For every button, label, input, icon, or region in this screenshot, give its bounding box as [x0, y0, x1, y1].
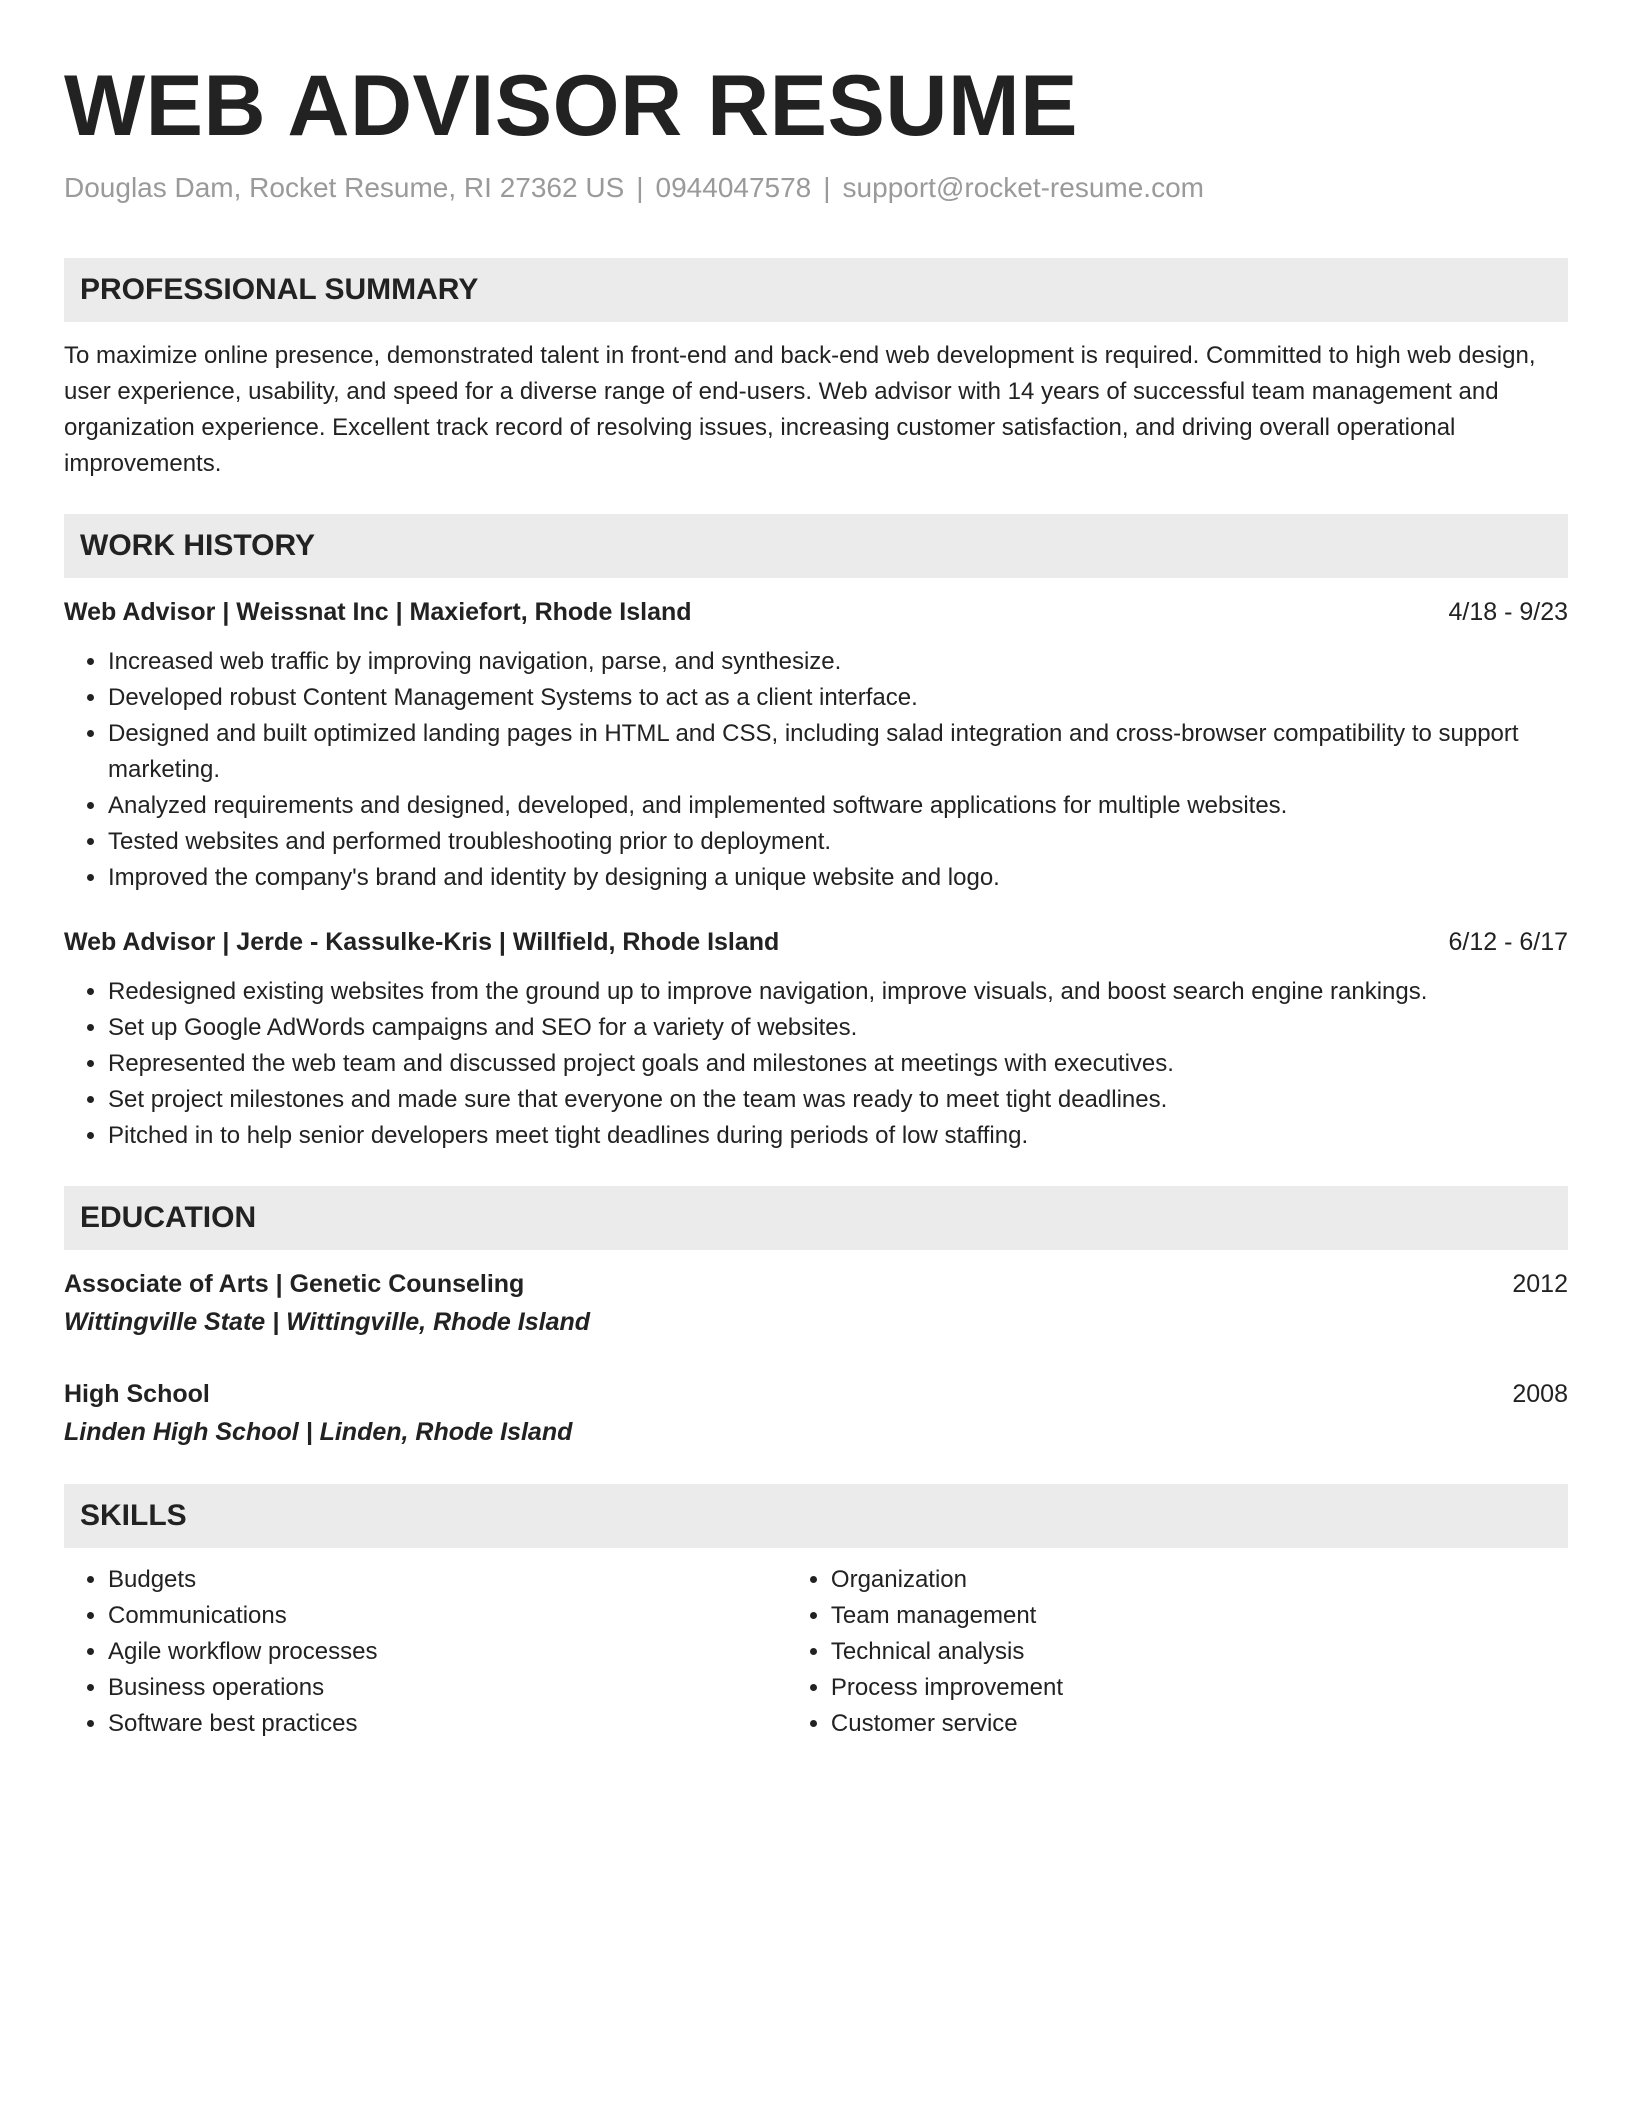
skill-item: • Customer service	[831, 1706, 1568, 1742]
skill-item: • Budgets	[108, 1562, 787, 1598]
skills-list	[64, 1562, 1568, 1742]
contact-address: Douglas Dam, Rocket Resume, RI 27362 US	[64, 172, 625, 203]
skills-column-left	[64, 1562, 787, 1742]
job-bullet: • Represented the web team and discussed project goals and milestones at meetings with executives.	[108, 1046, 1568, 1082]
contact-email: support@rocket-resume.com	[842, 172, 1204, 203]
job-bullet: • Set project milestones and made sure that everyone on the team was ready to meet tight deadlines.	[108, 1082, 1568, 1118]
summary-text: To maximize online presence, demonstrated talent in front-end and back-end web development is required. Committed to high web design, user experience, usability, and speed for a diverse range of end-users. Web advisor with 14 years of successful team management and organization experience. Excellent track record of resolving issues, increasing customer satisfaction, and driving overall operational improvements.	[64, 342, 1536, 477]
job-bullet: • Pitched in to help senior developers meet tight deadlines during periods of low staffing.	[108, 1118, 1568, 1154]
skill-item: • Process improvement	[831, 1670, 1568, 1706]
job-header	[64, 594, 1568, 630]
job-bullet: • Improved the company's brand and identity by designing a unique website and logo.	[108, 860, 1568, 896]
skill-item: • Technical analysis	[831, 1634, 1568, 1670]
resume-page	[64, 0, 1568, 1742]
job-dates: 4/18 - 9/23	[1448, 598, 1568, 626]
section-header-skills: SKILLS	[64, 1484, 1568, 1548]
contact-separator: |	[636, 172, 644, 203]
job-bullet: • Redesigned existing websites from the ground up to improve navigation, improve visuals, and boost search engine rankings.	[108, 974, 1568, 1010]
job-bullet: • Increased web traffic by improving navigation, parse, and synthesize.	[108, 644, 1568, 680]
section-header-work-history: WORK HISTORY	[64, 514, 1568, 578]
skill-item: • Organization	[831, 1562, 1568, 1598]
job-bullet: • Designed and built optimized landing pages in HTML and CSS, including salad integration and cross-browser compatibility to support marketing.	[108, 716, 1568, 788]
education-entry	[64, 1376, 1568, 1450]
education-year: 2008	[1512, 1380, 1568, 1408]
job-bullet: • Analyzed requirements and designed, developed, and implemented software applications for multiple websites.	[108, 788, 1568, 824]
section-header-education: EDUCATION	[64, 1186, 1568, 1250]
skill-item: • Business operations	[108, 1670, 787, 1706]
job-bullet: • Set up Google AdWords campaigns and SEO for a variety of websites.	[108, 1010, 1568, 1046]
education-header	[64, 1376, 1568, 1412]
job-entry	[64, 924, 1568, 1154]
job-bullet: • Developed robust Content Management Systems to act as a client interface.	[108, 680, 1568, 716]
skill-item: • Team management	[831, 1598, 1568, 1634]
skills-column-right	[787, 1562, 1568, 1742]
job-dates: 6/12 - 6/17	[1448, 928, 1568, 956]
education-degree: High School	[64, 1380, 210, 1408]
skill-item: • Agile workflow processes	[108, 1634, 787, 1670]
education-year: 2012	[1512, 1270, 1568, 1298]
skill-item: • Software best practices	[108, 1706, 787, 1742]
education-school: Wittingville State | Wittingville, Rhode Island	[64, 1308, 591, 1336]
contact-phone: 0944047578	[655, 172, 812, 203]
contact-separator: |	[823, 172, 831, 203]
education-entry	[64, 1266, 1568, 1340]
section-header-summary: PROFESSIONAL SUMMARY	[64, 258, 1568, 322]
education-school: Linden High School | Linden, Rhode Island	[64, 1418, 573, 1446]
job-title: Web Advisor | Weissnat Inc | Maxiefort, Rhode Island	[64, 598, 692, 626]
job-bullets	[64, 974, 1568, 1154]
job-entry	[64, 594, 1568, 896]
job-title: Web Advisor | Jerde - Kassulke-Kris | Willfield, Rhode Island	[64, 928, 780, 956]
skill-item: • Communications	[108, 1598, 787, 1634]
job-bullet: • Tested websites and performed troubleshooting prior to deployment.	[108, 824, 1568, 860]
education-degree: Associate of Arts | Genetic Counseling	[64, 1270, 525, 1298]
contact-line	[64, 168, 1568, 208]
resume-title: WEB ADVISOR RESUME	[64, 58, 1078, 154]
job-bullets	[64, 644, 1568, 896]
job-header	[64, 924, 1568, 960]
education-header	[64, 1266, 1568, 1302]
